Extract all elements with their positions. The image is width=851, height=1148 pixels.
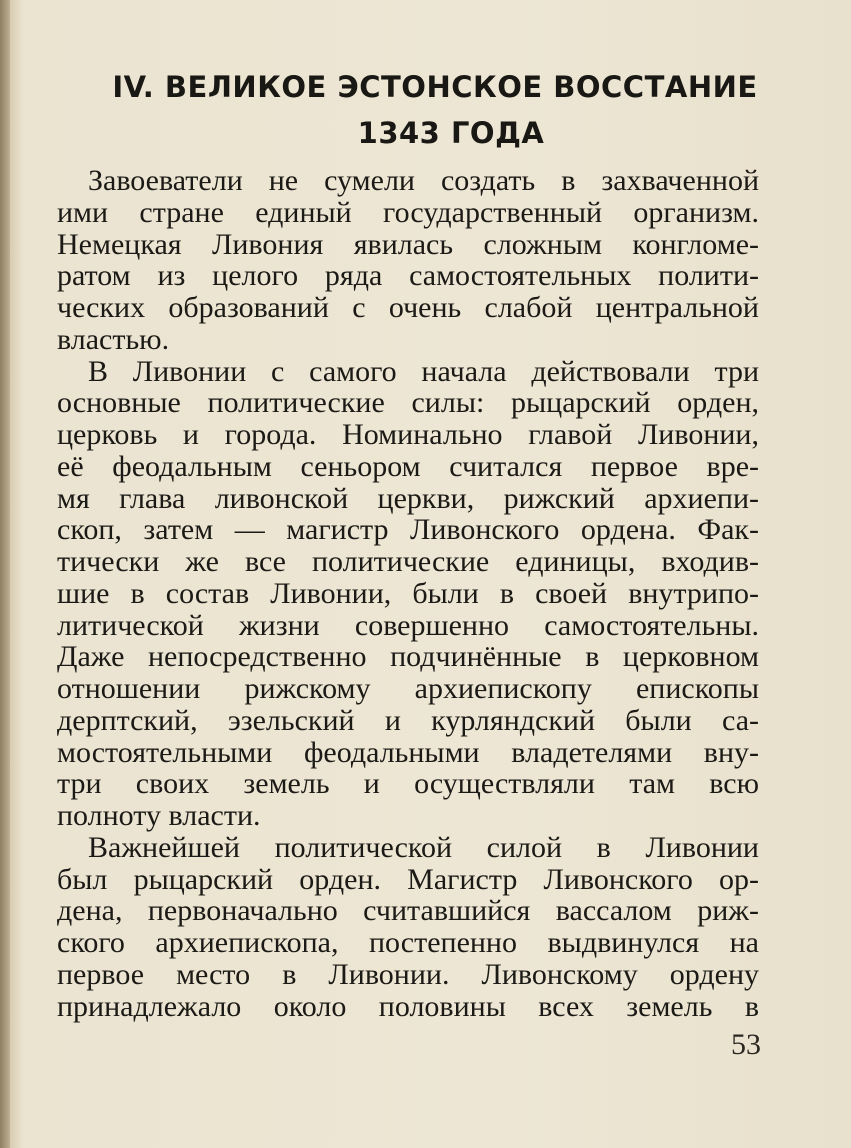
text-line: Немецкая Ливония явилась сложным конгломе- xyxy=(57,227,759,261)
chapter-title-line-1: IV. ВЕЛИКОЕ ЭСТОНСКОЕ ВОССТАНИЕ xyxy=(112,70,758,104)
text-line: первое место в Ливонии. Ливонскому ордену xyxy=(57,957,759,991)
text-line: был рыцарский орден. Магистр Ливонского ор- xyxy=(57,862,759,896)
text-line: основные политические силы: рыцарский орден, xyxy=(57,386,759,420)
text-line: дерптский, эзельский и курляндский были са- xyxy=(57,703,759,737)
text-line: Важнейшей политической силой в Ливонии xyxy=(88,830,759,864)
text-line: ратом из целого ряда самостоятельных полити- xyxy=(57,259,759,293)
text-line: дена, первоначально считавшийся вассалом риж- xyxy=(57,894,759,928)
body-text xyxy=(57,165,759,1022)
chapter-title-line-2: 1343 ГОДА xyxy=(357,116,545,150)
text-line: ского архиепископа, постепенно выдвинулся на xyxy=(57,926,759,959)
text-line: властью. xyxy=(57,322,170,356)
text-line: В Ливонии с самого начала действовали три xyxy=(88,354,759,388)
text-line: литической жизни совершенно самостоятельны. xyxy=(57,608,759,642)
page-number: 53 xyxy=(731,1028,761,1061)
text-line: мостоятельными феодальными владетелями вну- xyxy=(57,735,759,769)
text-line: принадлежало около половины всех земель в xyxy=(57,989,759,1023)
text-line: ими стране единый государственный организм. xyxy=(57,195,759,229)
text-line: её феодальным сеньором считался первое вре- xyxy=(57,449,759,483)
text-line: скоп, затем — магистр Ливонского ордена. Фак- xyxy=(57,513,759,547)
spine-shadow xyxy=(0,0,10,1148)
text-line: мя глава ливонской церкви, рижский архиепи- xyxy=(57,481,759,515)
text-line: три своих земель и осуществляли там всю xyxy=(57,767,759,801)
text-line: Даже непосредственно подчинённые в церковном xyxy=(57,640,759,674)
text-line: тически же все политические единицы, входив- xyxy=(57,545,759,578)
text-line: ческих образований с очень слабой центральной xyxy=(57,291,759,324)
text-line: церковь и города. Номинально главой Ливонии, xyxy=(57,418,759,451)
text-line: полноту власти. xyxy=(57,799,261,832)
text-line: шие в состав Ливонии, были в своей внутрипо- xyxy=(57,576,759,610)
text-line: Завоеватели не сумели создать в захваченной xyxy=(88,164,759,197)
text-line: отношении рижскому архиепископу епископы xyxy=(57,672,759,705)
chapter-title xyxy=(85,64,785,156)
